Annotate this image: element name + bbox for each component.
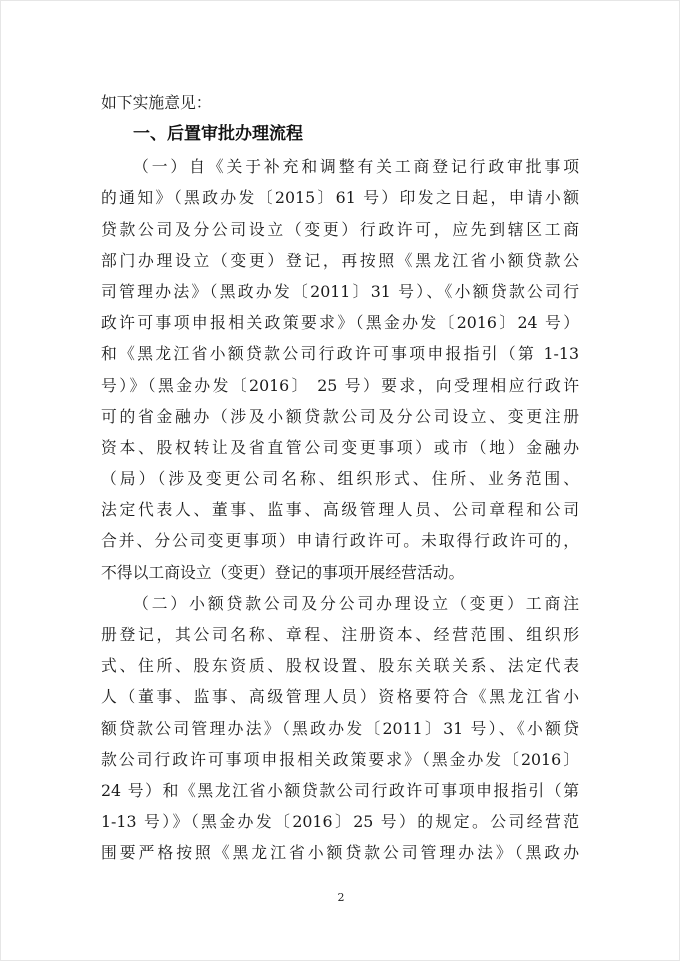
paragraph-line: （局）（涉及变更公司名称、组织形式、住所、业务范围、	[101, 469, 579, 489]
paragraph-line: 部门办理设立（变更）登记，再按照《黑龙江省小额贷款公	[101, 250, 579, 270]
paragraph-line: 可的省金融办（涉及小额贷款公司及分公司设立、变更注册	[101, 406, 579, 426]
section-heading: 一、后置审批办理流程	[133, 124, 303, 145]
paragraph-line: 司管理办法》（黑政办发〔2011〕31 号）、《小额贷款公司行	[101, 281, 579, 301]
paragraph-2	[101, 588, 579, 869]
paragraph-line: 人（董事、监事、高级管理人员）资格要符合《黑龙江省小	[101, 687, 579, 707]
paragraph-line: 不得以工商设立（变更）登记的事项开展经营活动。	[101, 562, 465, 582]
paragraph-line: （一）自《关于补充和调整有关工商登记行政审批事项	[133, 157, 579, 177]
intro-line: 如下实施意见：	[101, 93, 212, 112]
document-body	[101, 87, 579, 869]
paragraph-line: 的通知》（黑政办发〔2015〕61 号）印发之日起，申请小额	[101, 188, 579, 208]
paragraph-line: 法定代表人、董事、监事、高级管理人员、公司章程和公司	[101, 500, 579, 520]
paragraph-line: 号）》（黑金办发〔2016〕 25 号）要求，向受理相应行政许	[101, 375, 579, 395]
paragraph-line: 24 号）和《黑龙江省小额贷款公司行政许可事项申报指引（第	[101, 780, 579, 800]
paragraph-line: 式、住所、股东资质、股权设置、股东关联关系、法定代表	[101, 656, 579, 676]
paragraph-line: 和《黑龙江省小额贷款公司行政许可事项申报指引（第 1-13	[101, 344, 579, 364]
paragraph-line: 围要严格按照《黑龙江省小额贷款公司管理办法》（黑政办	[101, 843, 579, 863]
paragraph-line: 合并、分公司变更事项）申请行政许可。未取得行政许可的，	[101, 531, 579, 551]
paragraph-line: 款公司行政许可事项申报相关政策要求》（黑金办发〔2016〕	[101, 749, 579, 769]
paragraph-line: 贷款公司及分公司设立（变更）行政许可，应先到辖区工商	[101, 219, 579, 239]
paragraph-line: 政许可事项申报相关政策要求》（黑金办发〔2016〕24 号）	[101, 313, 579, 333]
paragraph-line: 额贷款公司管理办法》（黑政办发〔2011〕31 号）、《小额贷	[101, 718, 579, 738]
paragraph-line: 资本、股权转让及省直管公司变更事项）或市（地）金融办	[101, 437, 579, 457]
page-number: 2	[337, 891, 345, 904]
paragraph-line: 册登记，其公司名称、章程、注册资本、经营范围、组织形	[101, 625, 579, 644]
paragraph-1	[101, 151, 579, 588]
paragraph-line: （二）小额贷款公司及分公司办理设立（变更）工商注	[133, 593, 579, 613]
paragraph-line: 1-13 号）》（黑金办发〔2016〕25 号）的规定。公司经营范	[101, 812, 579, 832]
